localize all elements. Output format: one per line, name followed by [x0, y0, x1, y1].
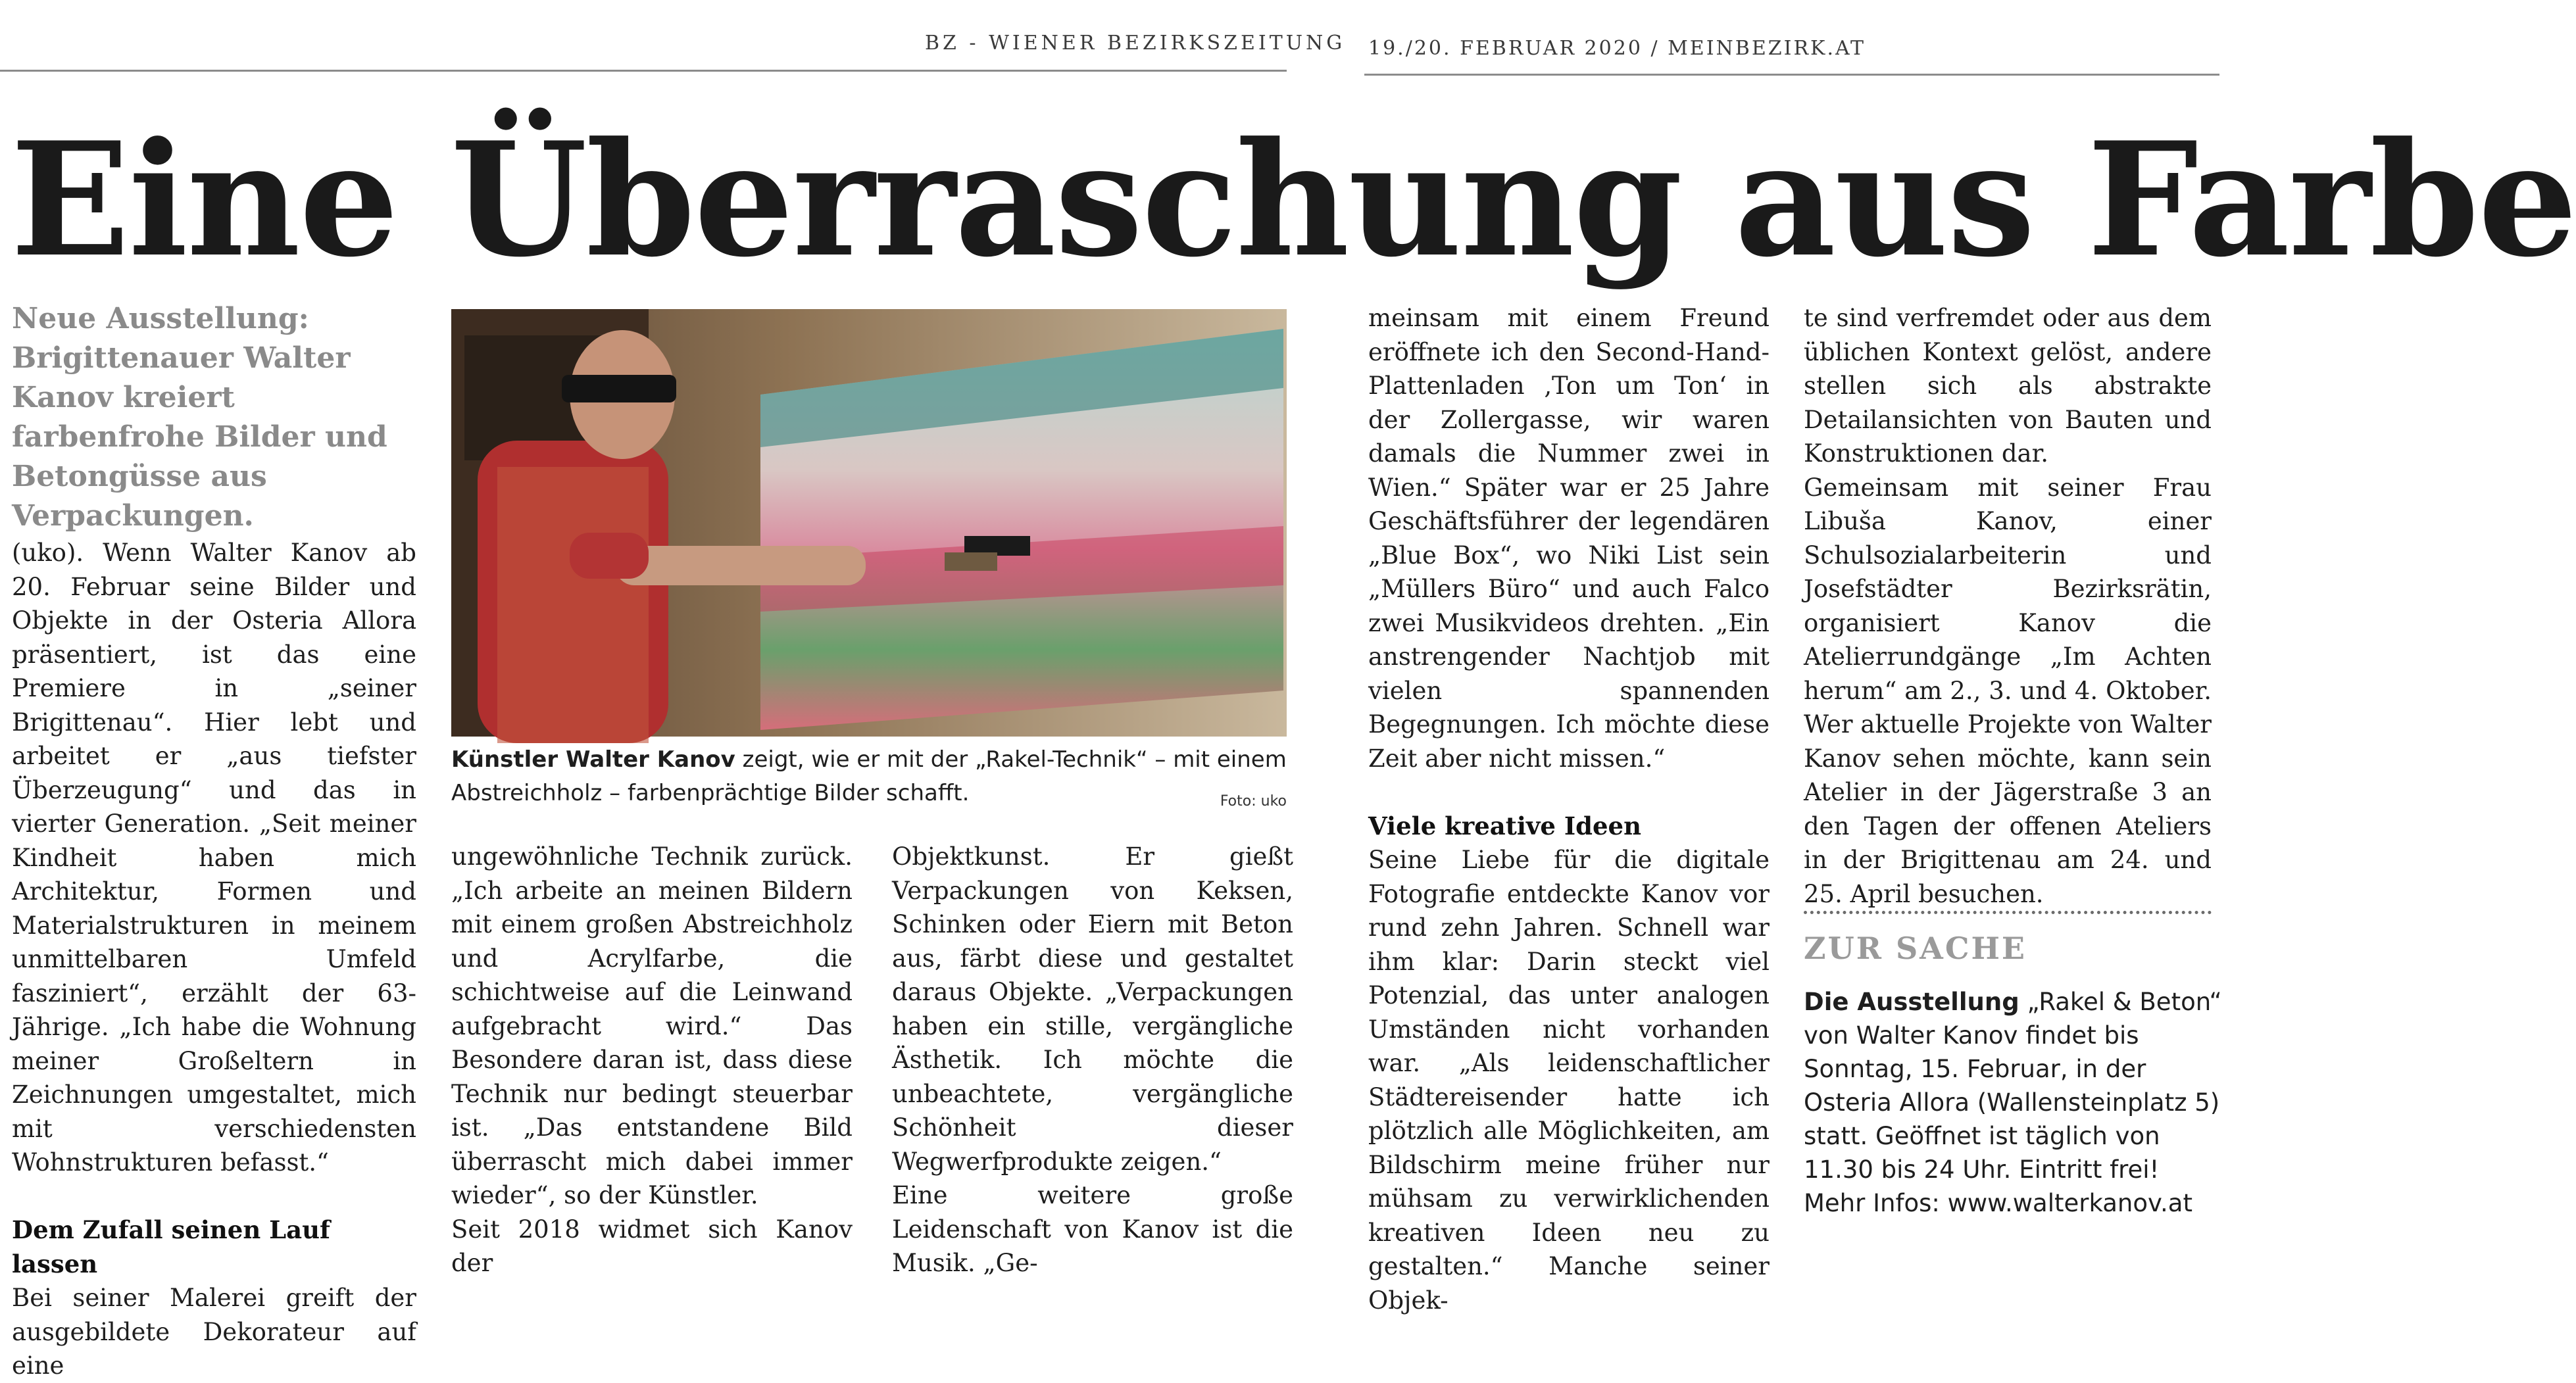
masthead-left: BZ - WIENER BEZIRKSZEITUNG [925, 32, 1346, 55]
sidebar-text: „Rakel & Beton“ von Walter Kanov findet bis Sonntag, 15. Februar, in der Osteria Allora (Wallensteinplatz 5) statt. Geöffnet ist täglich von 11.30 bis 24 Uhr. Eintritt frei! [1804, 988, 2222, 1184]
body-paragraph: Gemeinsam mit seiner Frau Libuša Kanov, einer Schulsozialarbeiterin und Josefstädter Bezirksrätin, organisiert Kanov die Atelierrundgänge „Im Achten herum“ am 2., 3. und 4. Oktober. Wer aktuelle Projekte von Walter Kanov sehen möchte, kann sein Atelier in der Jägerstraße 3 an den Tagen der offenen Ateliers in der Brigittenau am 24. und 25. April besuchen. [1804, 473, 2212, 908]
body-paragraph: meinsam mit einem Freund eröffnete ich den Second-Hand-Plattenladen ‚Ton um Ton‘ in der Zollergasse, wir waren damals die Nummer zwei in Wien.“ Später war er 25 Jahre Geschäftsführer der legendären „Blue Box“, wo Niki List sein „Müllers Büro“ und auch Falco zwei Musikvideos drehten. „Ein anstrengender Nachtjob mit vielen spannenden Begegnungen. Ich möchte diese Zeit aber nicht missen.“ [1368, 304, 1770, 773]
article-column-4 [1368, 301, 1770, 1317]
body-paragraph: Seit 2018 widmet sich Kanov der [451, 1215, 853, 1277]
caption-text: zeigt, wie er mit der „Rakel-Technik“ – mit einem Abstreichholz – farbenprächtige Bilder schafft. [451, 746, 1287, 806]
body-paragraph: Seine Liebe für die digitale Fotografie entdeckte Kanov vor rund zehn Jahren. Schnell war ihm klar: Darin steckt viel Potenzial, das unter analogen Umständen nicht vorhanden war. „Als leidenschaftlicher Städtereisender hatte ich plötzlich alle Möglichkeiten, am Bildschirm meine früher nur mühsam zu verwirklichenden kreativen Ideen neu zu gestalten.“ Manche seiner Objek- [1368, 846, 1770, 1315]
artist-painting-photo [451, 309, 1287, 737]
page-title: Eine Überraschung aus Farbe [11, 109, 2576, 292]
sidebar-more-link[interactable]: Mehr Infos: www.walterkanov.at [1804, 1189, 2192, 1217]
sidebar-bold: Die Ausstellung [1804, 988, 2019, 1016]
caption-bold: Künstler Walter Kanov [451, 746, 735, 773]
subheading: Dem Zufall seinen Lauf lassen [12, 1215, 330, 1278]
article-column-5 [1804, 301, 2212, 911]
sidebar-divider [1804, 911, 2212, 914]
masthead-right: 19./20. FEBRUAR 2020 / MEINBEZIRK.AT [1368, 37, 1866, 60]
lead-paragraph: Neue Ausstellung: Brigittenauer Walter Kanov kreiert farbenfrohe Bilder und Betongüsse aus Verpackungen. [12, 302, 387, 533]
body-paragraph: Bei seiner Malerei greift der ausgebildete Dekorateur auf eine [12, 1284, 416, 1380]
masthead-rule-right [1364, 74, 2219, 76]
body-paragraph: ungewöhnliche Technik zurück. „Ich arbeite an meinen Bildern mit einem großen Abstreichholz und Acrylfarbe, die schichtweise auf die Leinwand aufgebracht wird.“ Das Besondere daran ist, dass diese Technik nur bedingt steuerbar ist. „Das entstandene Bild überrascht mich dabei immer wieder“, so der Künstler. [451, 842, 853, 1209]
article-column-1 [12, 536, 416, 1383]
article-column-2 [451, 840, 853, 1280]
article-photo [451, 309, 1287, 737]
article-column-3 [892, 840, 1293, 1280]
sidebar-info [1804, 985, 2231, 1220]
body-paragraph: te sind verfremdet oder aus dem üblichen Kontext gelöst, andere stellen sich als abstrakte Detailansichten von Bauten und Konstruktionen dar. [1804, 304, 2212, 468]
photo-credit: Foto: uko [1220, 793, 1287, 810]
masthead-rule-left [0, 70, 1287, 72]
body-paragraph: (uko). Wenn Walter Kanov ab 20. Februar seine Bilder und Objekte in der Osteria Allora präsentiert, ist das eine Premiere in „seiner Brigittenau“. Hier lebt und arbeitet er „aus tiefster Überzeugung“ und das in vierter Generation. „Seit meiner Kindheit haben mich Architektur, Formen und Materialstrukturen in meinem unmittelbaren Umfeld fasziniert“, erzählt der 63-Jährige. „Ich habe die Wohnung meiner Großeltern in Zeichnungen umgestaltet, mich mit verschiedensten Wohnstrukturen befasst.“ [12, 539, 416, 1177]
subheading: Viele kreative Ideen [1368, 811, 1642, 840]
photo-caption [451, 743, 1293, 810]
body-paragraph: Eine weitere große Leidenschaft von Kanov ist die Musik. „Ge- [892, 1181, 1293, 1277]
sidebar-heading: ZUR SACHE [1804, 931, 2027, 966]
body-paragraph: Objektkunst. Er gießt Verpackungen von Keksen, Schinken oder Eiern mit Beton aus, färbt diese und gestaltet daraus Objekte. „Verpackungen haben ein stille, vergängliche Ästhetik. Ich möchte die unbeachtete, vergängliche Schönheit dieser Wegwerfprodukte zeigen.“ [892, 842, 1293, 1176]
